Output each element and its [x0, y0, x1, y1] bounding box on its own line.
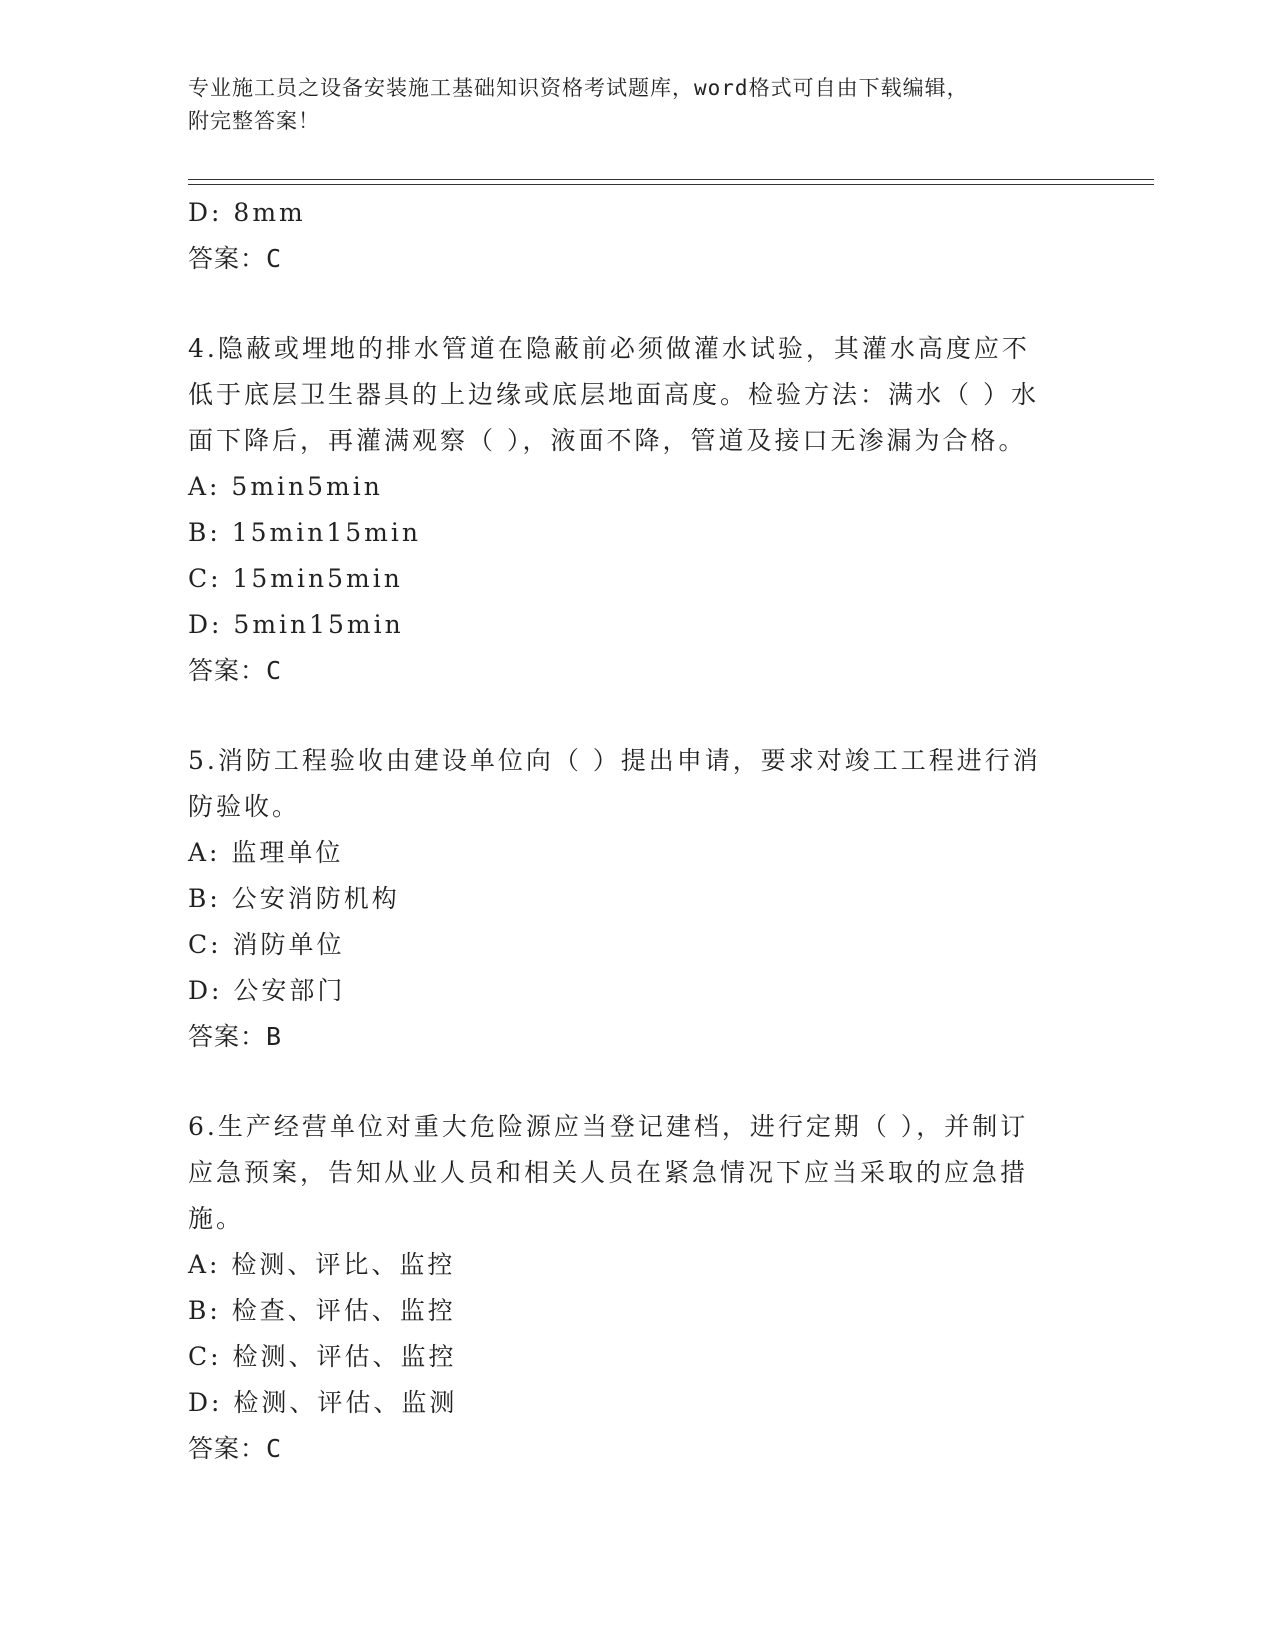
- option-c: C: 检测、评估、监控: [188, 1342, 457, 1371]
- answer: 答案：B: [188, 1022, 283, 1051]
- question-line: 防验收。: [188, 792, 301, 821]
- question-5: [188, 738, 1088, 1060]
- header-divider-top: [188, 179, 1154, 180]
- question-line: 5.消防工程验收由建设单位向（ ）提出申请，要求对竣工工程进行消: [188, 746, 1041, 775]
- option-a: A: 检测、评比、监控: [188, 1250, 456, 1279]
- option-c: C: 消防单位: [188, 930, 345, 959]
- option-b: B: 检查、评估、监控: [188, 1296, 456, 1325]
- header-divider-bottom: [188, 184, 1154, 185]
- answer: 答案：C: [188, 1434, 283, 1463]
- option-a: A: 5min5min: [188, 472, 383, 501]
- header-line-1: 专业施工员之设备安装施工基础知识资格考试题库，word格式可自由下载编辑，: [188, 76, 969, 100]
- document-header: [188, 72, 1088, 138]
- answer: 答案：C: [188, 656, 283, 685]
- header-line-2: 附完整答案！: [188, 109, 320, 133]
- option-d: D: 5min15min: [188, 610, 404, 639]
- question-line: 低于底层卫生器具的上边缘或底层地面高度。检验方法：满水（ ）水: [188, 380, 1039, 409]
- option-b: B: 15min15min: [188, 518, 421, 547]
- question-line: 4.隐蔽或埋地的排水管道在隐蔽前必须做灌水试验，其灌水高度应不: [188, 334, 1030, 363]
- document-body: [188, 190, 1088, 1472]
- question-line: 施。: [188, 1204, 245, 1233]
- answer: 答案：C: [188, 244, 283, 273]
- option-d: D: 公安部门: [188, 976, 346, 1005]
- question-text: [188, 1104, 1073, 1242]
- question-text: [188, 326, 1073, 464]
- question-4: [188, 326, 1088, 694]
- option-d: D: 8mm: [188, 198, 306, 227]
- question-line: 6.生产经营单位对重大危险源应当登记建档，进行定期（ ），并制订: [188, 1112, 1029, 1141]
- option-a: A: 监理单位: [188, 838, 344, 867]
- question-text: [188, 738, 1073, 830]
- question-6: [188, 1104, 1088, 1472]
- option-b: B: 公安消防机构: [188, 884, 400, 913]
- option-d: D: 检测、评估、监测: [188, 1388, 458, 1417]
- option-c: C: 15min5min: [188, 564, 403, 593]
- question-line: 面下降后，再灌满观察（ ），液面不降，管道及接口无渗漏为合格。: [188, 426, 1027, 455]
- question-line: 应急预案，告知从业人员和相关人员在紧急情况下应当采取的应急措: [188, 1158, 1029, 1187]
- question-3-tail: [188, 190, 1088, 282]
